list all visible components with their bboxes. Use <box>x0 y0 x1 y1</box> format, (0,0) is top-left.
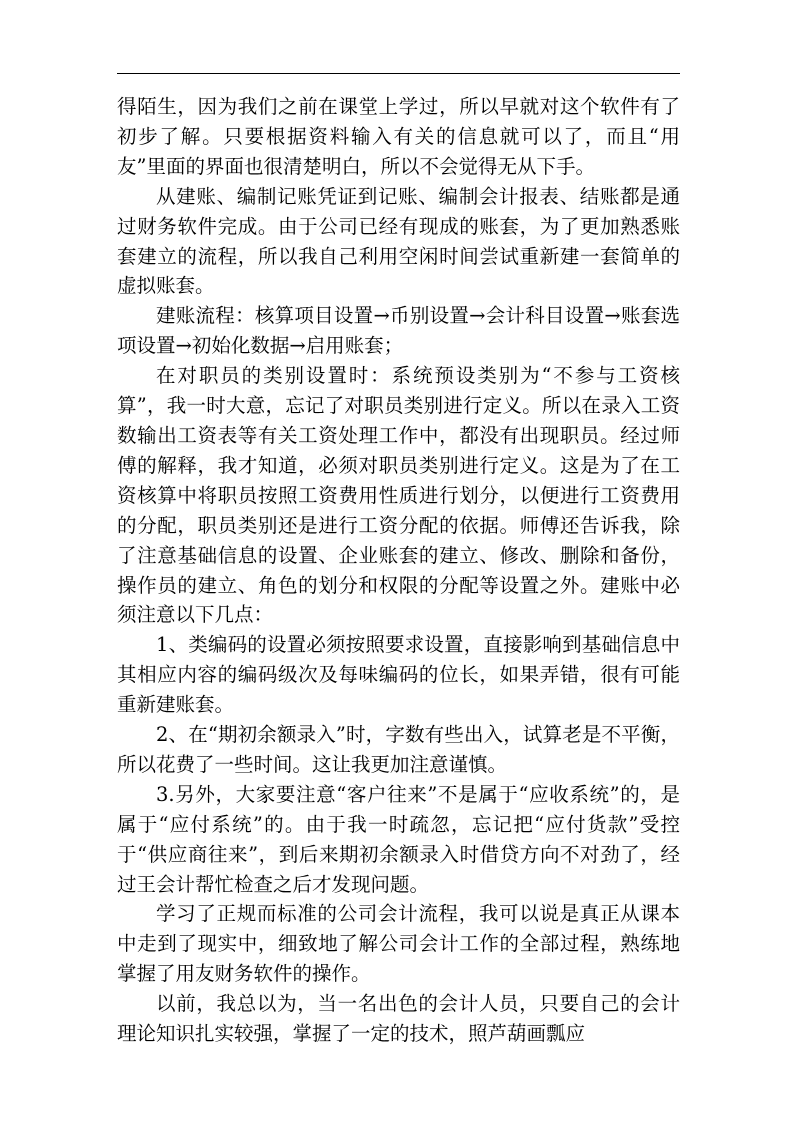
document-body <box>117 92 680 1049</box>
paragraph-3: 建账流程：核算项目设置→币别设置→会计科目设置→账套选项设置→初始化数据→启用账套； <box>117 304 680 358</box>
paragraph-2: 从建账、编制记账凭证到记账、编制会计报表、结账都是通过财务软件完成。由于公司已经有现成的账套，为了更加熟悉账套建立的流程，所以我自己利用空闲时间尝试重新建一套简单的虚拟账套。 <box>117 184 680 298</box>
paragraph-7: 3.另外，大家要注意“客户往来”不是属于“应收系统”的，是属于“应付系统”的。由于我一时疏忽，忘记把“应付货款”受控于“供应商往来”，到后来期初余额录入时借贷方向不对劲了，经过王会计帮忙检查之后才发现问题。 <box>117 782 680 896</box>
paragraph-6: 2、在“期初余额录入”时，字数有些出入，试算老是不平衡，所以花费了一些时间。这让我更加注意谨慎。 <box>117 723 680 776</box>
paragraph-8: 学习了正规而标准的公司会计流程，我可以说是真正从课本中走到了现实中，细致地了解公司会计工作的全部过程，熟练地掌握了用友财务软件的操作。 <box>117 902 680 986</box>
paragraph-5: 1、类编码的设置必须按照要求设置，直接影响到基础信息中其相应内容的编码级次及每味编码的位长，如果弄错，很有可能重新建账套。 <box>117 633 680 717</box>
paragraph-1: 得陌生，因为我们之前在课堂上学过，所以早就对这个软件有了初步了解。只要根据资料输入有关的信息就可以了，而且“用友”里面的界面也很清楚明白，所以不会觉得无从下手。 <box>117 95 680 178</box>
header-rule <box>117 73 680 74</box>
paragraph-4: 在对职员的类别设置时：系统预设类别为“不参与工资核算”，我一时大意，忘记了对职员类别进行定义。所以在录入工资数输出工资表等有关工资处理工作中，都没有出现职员。经过师傅的解释，我才知道，必须对职员类别进行定义。这是为了在工资核算中将职员按照工资费用性质进行划分，以便进行工资费用的分配，职员类别还是进行工资分配的依据。师傅还告诉我，除了注意基础信息的设置、企业账套的建立、修改、删除和备份，操作员的建立、角色的划分和权限的分配等设置之外。建账中必须注意以下几点： <box>117 364 680 627</box>
paragraph-9: 以前，我总以为，当一名出色的会计人员，只要自己的会计理论知识扎实较强，掌握了一定的技术，照芦葫画瓢应 <box>117 992 680 1046</box>
